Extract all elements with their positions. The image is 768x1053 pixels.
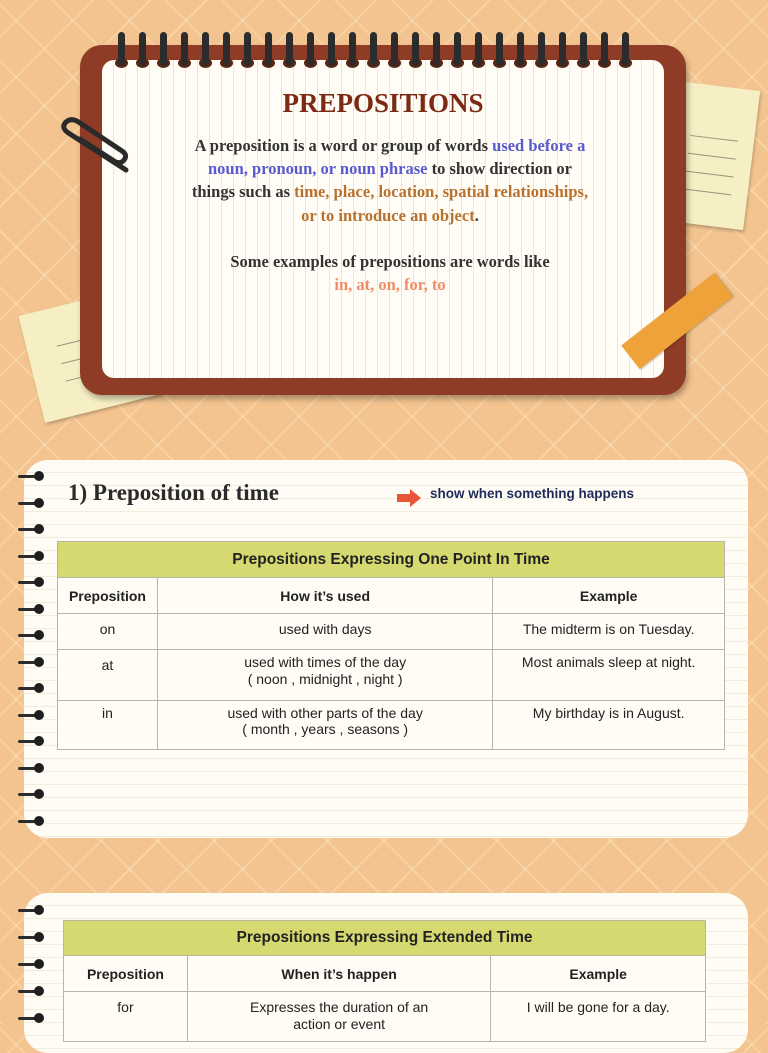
binding-ring	[160, 32, 167, 66]
binding-ring	[349, 32, 356, 66]
binding-ring	[328, 32, 335, 66]
spiral-binding-icon	[18, 523, 46, 535]
table-row	[58, 701, 725, 750]
spiral-binding-icon	[18, 788, 46, 800]
row-usage	[158, 701, 492, 737]
spiral-binding-icon	[18, 603, 46, 615]
binding-ring	[559, 32, 566, 66]
binding-ring	[286, 32, 293, 66]
spiral-binding-icon	[18, 576, 46, 588]
spiral-binding-icon	[18, 815, 46, 827]
table-1-col-usage: How it’s used	[157, 578, 492, 614]
table-2-col-when: When it’s happen	[187, 956, 490, 992]
intro-highlight-things: time, place, location, spatial relationships, or to introduce an object	[294, 182, 589, 225]
table-row	[58, 614, 725, 650]
row-example: My birthday is in August.	[532, 705, 685, 721]
page-title: PREPOSITIONS	[282, 88, 484, 118]
binding-ring	[622, 32, 629, 66]
row-usage-line-2: ( month , years , seasons )	[242, 721, 409, 737]
row-usage-line-1: Expresses the duration of an	[250, 999, 429, 1015]
right-arrow-icon	[396, 488, 422, 508]
row-preposition: at	[101, 657, 114, 673]
row-preposition: in	[102, 705, 113, 721]
intro-text-3: .	[474, 205, 479, 225]
intro-highlight-usage: used before a noun, pronoun, or noun phrase	[207, 136, 586, 179]
binding-ring	[118, 32, 125, 66]
binding-ring	[181, 32, 188, 66]
binding-ring	[370, 32, 377, 66]
binding-ring	[496, 32, 503, 66]
intro-paragraph	[190, 134, 590, 296]
row-usage-line-1: used with other parts of the day	[227, 705, 423, 721]
row-preposition: for	[117, 999, 134, 1015]
row-usage-line-2: action or event	[293, 1016, 386, 1032]
binding-ring	[223, 32, 230, 66]
spiral-binding-icon	[18, 1012, 46, 1024]
table-1-col-preposition: Preposition	[58, 578, 158, 614]
row-usage	[158, 650, 492, 688]
binding-ring	[139, 32, 146, 66]
row-usage	[188, 992, 490, 1033]
section-1-title: 1) Preposition of time	[68, 480, 280, 505]
binding-ring	[202, 32, 209, 66]
one-point-in-time-table	[57, 541, 725, 750]
table-1-heading: Prepositions Expressing One Point In Time	[58, 542, 725, 578]
table-2-col-example: Example	[491, 956, 706, 992]
spiral-binding-icon	[18, 470, 46, 482]
row-usage: used with days	[278, 621, 372, 637]
examples-words: in, at, on, for, to	[334, 275, 446, 295]
binding-ring	[244, 32, 251, 66]
spiral-binding-icon	[18, 550, 46, 562]
row-example: The midterm is on Tuesday.	[522, 621, 695, 637]
intro-text-1: A preposition is a word or group of words	[194, 136, 493, 155]
spiral-binding-icon	[18, 735, 46, 747]
spiral-binding-icon	[18, 656, 46, 668]
spiral-binding-icon	[18, 682, 46, 694]
row-example: I will be gone for a day.	[526, 999, 670, 1015]
spiral-binding-icon	[18, 931, 46, 943]
examples-text: Some examples of prepositions are words like	[230, 251, 550, 271]
section-1-note: show when something happens	[430, 486, 635, 501]
row-usage-line-1: used with times of the day	[244, 654, 407, 670]
binding-ring	[412, 32, 419, 66]
intro-text-2: to show direction or things such as	[191, 159, 573, 202]
table-row	[58, 650, 725, 701]
spiral-binding-icon	[18, 709, 46, 721]
binding-ring	[391, 32, 398, 66]
spiral-binding-icon	[18, 497, 46, 509]
row-usage-line-2: ( noon , midnight , night )	[247, 671, 403, 687]
paper-clip-icon	[56, 112, 136, 176]
binding-ring	[433, 32, 440, 66]
binding-ring	[454, 32, 461, 66]
spiral-binding-icon	[18, 762, 46, 774]
binding-ring	[475, 32, 482, 66]
spiral-binding-icon	[18, 958, 46, 970]
table-1-col-example: Example	[493, 578, 725, 614]
binding-ring	[265, 32, 272, 66]
table-row	[64, 992, 706, 1042]
row-example: Most animals sleep at night.	[521, 654, 696, 670]
binding-ring	[580, 32, 587, 66]
binding-ring	[307, 32, 314, 66]
spiral-binding-icon	[18, 629, 46, 641]
spiral-binding-icon	[18, 904, 46, 916]
table-2-col-preposition: Preposition	[64, 956, 188, 992]
row-preposition: on	[99, 621, 116, 637]
binding-ring	[601, 32, 608, 66]
table-2-heading: Prepositions Expressing Extended Time	[64, 921, 706, 956]
binding-ring	[517, 32, 524, 66]
spiral-binding-icon	[18, 985, 46, 997]
binding-ring	[538, 32, 545, 66]
